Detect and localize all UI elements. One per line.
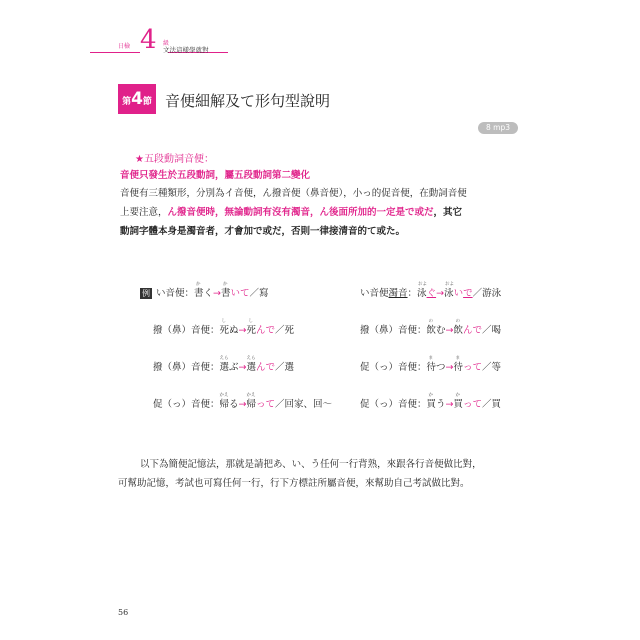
example-furigana: か [428,393,434,398]
example-meaning: ／死 [275,325,295,336]
example-furigana: し [248,319,253,324]
example-row-2-left [153,319,295,336]
header-rule-left [90,52,140,53]
example-furigana: かえ [246,393,256,398]
paragraph-line-2-c: ，其它 [433,207,463,218]
example-to-ending: いて [230,288,250,299]
section-title: 音便細解及て形句型說明 [165,92,331,110]
example-from-text: 死ぬ [219,325,239,336]
example-from-text: 書く [194,288,214,299]
example-to [453,356,464,373]
example-row-4-left [153,393,333,410]
section-number: 4 [131,89,143,109]
example-from-text: 帰る [219,399,239,410]
paragraph-line-3: 動詞字體本身是濁音者，才會加で或だ，否則一律接清音的て或た。 [120,226,406,237]
example-to-ending: んで [256,362,276,373]
example-row-3-left [153,356,295,373]
example-from-text: 買う [426,399,446,410]
example-furigana: えら [219,356,229,361]
header-chapter-number: 4 [140,25,157,55]
example-to [453,319,464,336]
example-meaning: ／寫 [249,288,269,299]
example-to-stem: 買 [453,399,464,410]
example-to [444,282,455,299]
example-to [246,319,257,336]
example-from-text: 待つ [426,362,446,373]
section-prefix: 第 [122,97,132,107]
example-arrow: → [238,362,247,373]
example-label: 促（っ）音便： [360,399,427,410]
example-arrow: → [445,362,454,373]
paragraph-line-1: 音便有三種類形，分別為イ音便，ん撥音便（鼻音便），小っ的促音便，在動詞音便 [120,188,467,199]
example-arrow: → [436,288,445,299]
example-from [426,356,446,373]
header-unit-label: 級 [163,40,170,47]
example-furigana: か [223,282,228,287]
example-to-stem: 待 [453,362,464,373]
example-arrow: → [238,399,247,410]
example-to-stem: 選 [246,362,257,373]
example-from [426,393,446,410]
example-label: 促（っ）音便： [360,362,427,373]
example-label: い音便濁音： [360,288,418,299]
example-furigana: の [428,319,434,324]
example-arrow: → [445,325,454,336]
example-from [194,282,214,299]
example-meaning: ／買 [482,399,502,410]
section-suffix: 節 [142,97,152,107]
example-row-1-right [360,282,502,299]
example-arrow: → [238,325,247,336]
example-furigana: かえ [219,393,229,398]
example-label: 撥（鼻）音便： [360,325,427,336]
example-meaning: ／等 [482,362,502,373]
example-to [453,393,464,410]
example-furigana: か [455,393,460,398]
example-to-ending: んで [256,325,276,336]
example-furigana: えら [246,356,256,361]
example-from-text: 飲む [426,325,446,336]
audio-track-badge[interactable]: 8 mp3 [478,122,518,134]
example-row-3-right [360,356,502,373]
example-from [219,393,239,410]
example-from: およ 泳ぐ [417,282,437,299]
example-from [219,319,239,336]
example-to-ending: って [256,399,276,410]
example-to-stem: 書 [221,288,231,299]
example-to-stem: 死 [246,325,257,336]
memory-tip-line-1: 以下為簡便記憶法，那就是請把あ、い、う任何一行背熟，來跟各行音便做比對， [140,459,482,470]
rule-heading: ★五段動詞音便： [135,154,214,165]
example-furigana: か [196,282,201,287]
example-from [426,319,446,336]
example-meaning: ／選 [275,362,295,373]
example-to-ending: って [463,362,483,373]
example-from-text: 選ぶ [219,362,239,373]
example-arrow: → [445,399,454,410]
example-from [219,356,239,373]
example-meaning: ／游泳 [472,288,502,299]
example-furigana: およ [445,282,455,287]
example-to [221,282,231,299]
example-furigana: およ [418,282,428,287]
example-label: 撥（鼻）音便： [153,362,220,373]
example-to-stem: 帰 [246,399,257,410]
header-subtitle: 文法這樣學就對 [163,46,209,54]
section-badge [118,84,156,114]
example-to-stem: 飲 [453,325,464,336]
example-row-4-right [360,393,502,410]
example-to [246,393,257,410]
example-furigana: ま [455,356,460,361]
example-meaning: ／喝 [482,325,502,336]
example-to [246,356,257,373]
paragraph-line-2-a: 上要注意， [120,207,168,218]
example-to-ending: いで [453,288,473,299]
example-to-stem: 泳 [444,288,454,299]
rule-line: 音便只發生於五段動詞，屬五段動詞第二變化 [120,170,311,181]
example-to-ending: って [463,399,483,410]
example-furigana: の [455,319,460,324]
example-furigana: ま [428,356,434,361]
example-label: 撥（鼻）音便： [153,325,220,336]
example-label: 促（っ）音便： [153,399,220,410]
memory-tip-line-2: 可幫助記憶，考試也可寫任何一行，行下方標註所屬音便，來幫助自己考試做比對。 [118,478,470,489]
example-marker: 例 [142,289,150,298]
paragraph-line-2-highlight: ん撥音便時，無論動詞有沒有濁音，ん後面所加的一定是で或だ [167,207,434,218]
example-label: い音便： [156,288,195,299]
example-meaning: ／回家、回～ [275,399,333,410]
header-small-label: 日檢 [118,43,131,50]
example-row-2-right [360,319,502,336]
example-to-ending: んで [463,325,483,336]
example-furigana: し [221,319,227,324]
page-number: 56 [118,608,129,617]
paragraph-line-2 [120,204,462,218]
example-arrow: → [213,288,221,299]
example-row-1-left [140,282,269,299]
